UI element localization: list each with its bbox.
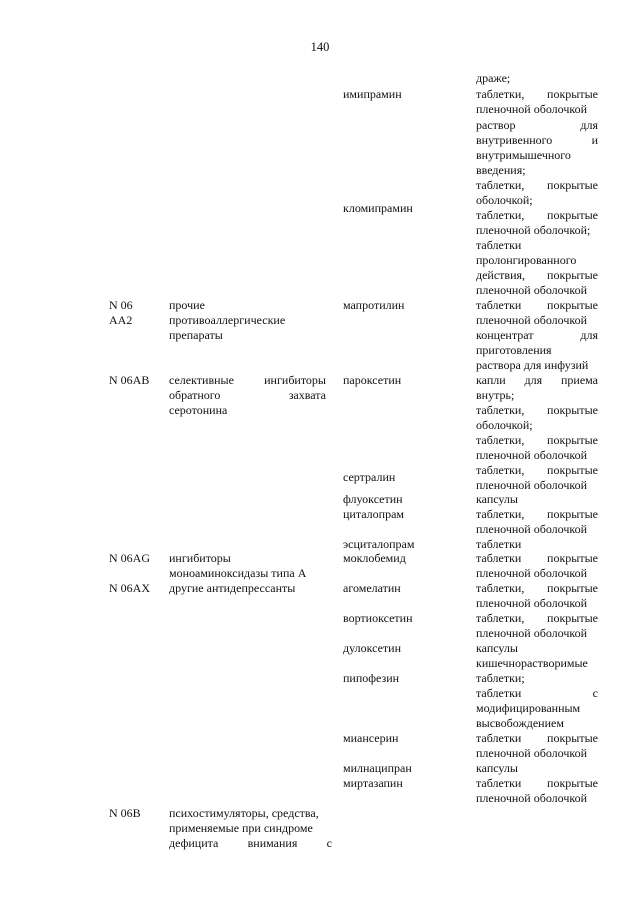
atc-code: N 06AB bbox=[109, 373, 150, 387]
milnacipran-form-line: капсулы bbox=[476, 761, 518, 775]
atc-code: AA2 bbox=[109, 313, 133, 327]
word: таблетки, bbox=[476, 433, 525, 447]
group-name-line: применяемые при синдроме bbox=[169, 821, 313, 835]
pipofezine-form-line: модифицированным bbox=[476, 701, 581, 715]
mirtazapine-form-line bbox=[476, 776, 598, 791]
maprotiline-form-line: раствора для инфузий bbox=[476, 358, 589, 372]
word: таблетки bbox=[476, 551, 522, 565]
word: для bbox=[524, 373, 543, 387]
word: покрытые bbox=[547, 507, 598, 521]
word: покрытые bbox=[547, 551, 598, 565]
atc-code: N 06 bbox=[109, 298, 133, 312]
word: таблетки, bbox=[476, 581, 525, 595]
atc-code: N 06AX bbox=[109, 581, 150, 595]
word: с bbox=[326, 836, 332, 850]
group-name-line bbox=[169, 373, 326, 388]
paroxetine-form-line: оболочкой; bbox=[476, 418, 533, 432]
sertraline-form-line: пленочной оболочкой bbox=[476, 478, 588, 492]
clomipramine-form-line: таблетки bbox=[476, 238, 522, 252]
word: покрытые bbox=[547, 268, 598, 282]
group-name-line bbox=[169, 836, 332, 851]
drug-imipramine: имипрамин bbox=[343, 87, 402, 101]
group-name-line: моноаминоксидазы типа А bbox=[169, 566, 307, 580]
word: для bbox=[580, 328, 598, 342]
word: захвата bbox=[288, 388, 326, 402]
word: концентрат bbox=[476, 328, 534, 342]
drug-moclobemide: моклобемид bbox=[343, 551, 406, 565]
group-name-line: серотонина bbox=[169, 403, 228, 417]
moclobemide-form-line: пленочной оболочкой bbox=[476, 566, 588, 580]
word: таблетки, bbox=[476, 403, 525, 417]
imipramine-form-line: пленочной оболочкой bbox=[476, 102, 588, 116]
sertraline-form-line bbox=[476, 463, 598, 478]
word: селективные bbox=[169, 373, 234, 387]
drug-paroxetine: пароксетин bbox=[343, 373, 402, 387]
maprotiline-form-line bbox=[476, 298, 598, 313]
word: таблетки, bbox=[476, 463, 525, 477]
atc-code: N 06AG bbox=[109, 551, 150, 565]
drug-citalopram: циталопрам bbox=[343, 507, 404, 521]
imipramine-form-line: драже; bbox=[476, 71, 511, 85]
drug-milnacipran: милнаципран bbox=[343, 761, 412, 775]
group-name-line: прочие bbox=[169, 298, 205, 312]
word: таблетки, bbox=[476, 208, 525, 222]
word: покрытые bbox=[547, 611, 598, 625]
word: внутривенного bbox=[476, 133, 553, 147]
clomipramine-form-line bbox=[476, 178, 598, 193]
group-name-line: психостимуляторы, средства, bbox=[169, 806, 319, 820]
paroxetine-form-line: внутрь; bbox=[476, 388, 515, 402]
word: покрытые bbox=[547, 403, 598, 417]
mianserin-form-line: пленочной оболочкой bbox=[476, 746, 588, 760]
word: покрытые bbox=[547, 731, 598, 745]
word: действия, bbox=[476, 268, 526, 282]
group-name-line: препараты bbox=[169, 328, 223, 342]
pipofezine-form-line: таблетки; bbox=[476, 671, 525, 685]
drug-escitalopram: эсциталопрам bbox=[343, 537, 415, 551]
word: покрытые bbox=[547, 776, 598, 790]
vortioxetine-form-line: пленочной оболочкой bbox=[476, 626, 588, 640]
word: таблетки, bbox=[476, 611, 525, 625]
word: с bbox=[592, 686, 598, 700]
word: для bbox=[580, 118, 598, 132]
word: приема bbox=[560, 373, 598, 387]
group-name-line: другие антидепрессанты bbox=[169, 581, 296, 595]
word: покрытые bbox=[547, 298, 598, 312]
word: таблетки bbox=[476, 298, 522, 312]
clomipramine-form-line: пленочной оболочкой; bbox=[476, 223, 591, 237]
moclobemide-form-line bbox=[476, 551, 598, 566]
word: обратного bbox=[169, 388, 221, 402]
mirtazapine-form-line: пленочной оболочкой bbox=[476, 791, 588, 805]
drug-mianserin: миансерин bbox=[343, 731, 399, 745]
word: покрытые bbox=[547, 463, 598, 477]
word: внимания bbox=[247, 836, 298, 850]
pipofezine-form-line bbox=[476, 686, 598, 701]
imipramine-form-line: введения; bbox=[476, 163, 526, 177]
duloxetine-form-line: кишечнорастворимые bbox=[476, 656, 588, 670]
imipramine-form-line bbox=[476, 118, 598, 133]
paroxetine-form-line bbox=[476, 403, 598, 418]
word: таблетки, bbox=[476, 507, 525, 521]
citalopram-form-line bbox=[476, 507, 598, 522]
clomipramine-form-line bbox=[476, 268, 598, 283]
mianserin-form-line bbox=[476, 731, 598, 746]
drug-vortioxetine: вортиоксетин bbox=[343, 611, 413, 625]
pipofezine-form-line: высвобождением bbox=[476, 716, 564, 730]
imipramine-form-line: внутримышечного bbox=[476, 148, 571, 162]
agomelatine-form-line: пленочной оболочкой bbox=[476, 596, 588, 610]
word: капли bbox=[476, 373, 506, 387]
word: покрытые bbox=[547, 433, 598, 447]
drug-agomelatine: агомелатин bbox=[343, 581, 401, 595]
drug-fluoxetine: флуоксетин bbox=[343, 492, 403, 506]
word: дефицита bbox=[169, 836, 219, 850]
maprotiline-form-line: приготовления bbox=[476, 343, 552, 357]
fluoxetine-form-line: капсулы bbox=[476, 492, 518, 506]
paroxetine-form-line bbox=[476, 433, 598, 448]
citalopram-form-line: пленочной оболочкой bbox=[476, 522, 588, 536]
word: покрытые bbox=[547, 581, 598, 595]
vortioxetine-form-line bbox=[476, 611, 598, 626]
agomelatine-form-line bbox=[476, 581, 598, 596]
imipramine-form-line bbox=[476, 133, 598, 148]
atc-code: N 06B bbox=[109, 806, 141, 820]
clomipramine-form-line: пролонгированного bbox=[476, 253, 577, 267]
page-number: 140 bbox=[310, 40, 330, 54]
escitalopram-form-line: таблетки bbox=[476, 537, 522, 551]
duloxetine-form-line: капсулы bbox=[476, 641, 518, 655]
word: таблетки bbox=[476, 776, 522, 790]
clomipramine-form-line bbox=[476, 208, 598, 223]
drug-mirtazapine: миртазапин bbox=[343, 776, 403, 790]
word: раствор bbox=[476, 118, 516, 132]
word: таблетки, bbox=[476, 178, 525, 192]
clomipramine-form-line: оболочкой; bbox=[476, 193, 533, 207]
imipramine-form-line bbox=[476, 87, 598, 102]
drug-sertraline: сертралин bbox=[343, 470, 396, 484]
word: покрытые bbox=[547, 87, 598, 101]
drug-maprotiline: мапротилин bbox=[343, 298, 405, 312]
paroxetine-form-line bbox=[476, 373, 598, 388]
group-name-line: ингибиторы bbox=[169, 551, 231, 565]
maprotiline-form-line: пленочной оболочкой bbox=[476, 313, 588, 327]
word: и bbox=[591, 133, 598, 147]
maprotiline-form-line bbox=[476, 328, 598, 343]
word: таблетки bbox=[476, 731, 522, 745]
word: таблетки bbox=[476, 686, 522, 700]
word: покрытые bbox=[547, 178, 598, 192]
drug-clomipramine: кломипрамин bbox=[343, 201, 413, 215]
drug-duloxetine: дулоксетин bbox=[343, 641, 401, 655]
drug-pipofezine: пипофезин bbox=[343, 671, 400, 685]
word: покрытые bbox=[547, 208, 598, 222]
paroxetine-form-line: пленочной оболочкой bbox=[476, 448, 588, 462]
group-name-line bbox=[169, 388, 326, 403]
clomipramine-form-line: пленочной оболочкой bbox=[476, 283, 588, 297]
group-name-line: противоаллергические bbox=[169, 313, 286, 327]
word: таблетки, bbox=[476, 87, 525, 101]
word: ингибиторы bbox=[264, 373, 326, 387]
